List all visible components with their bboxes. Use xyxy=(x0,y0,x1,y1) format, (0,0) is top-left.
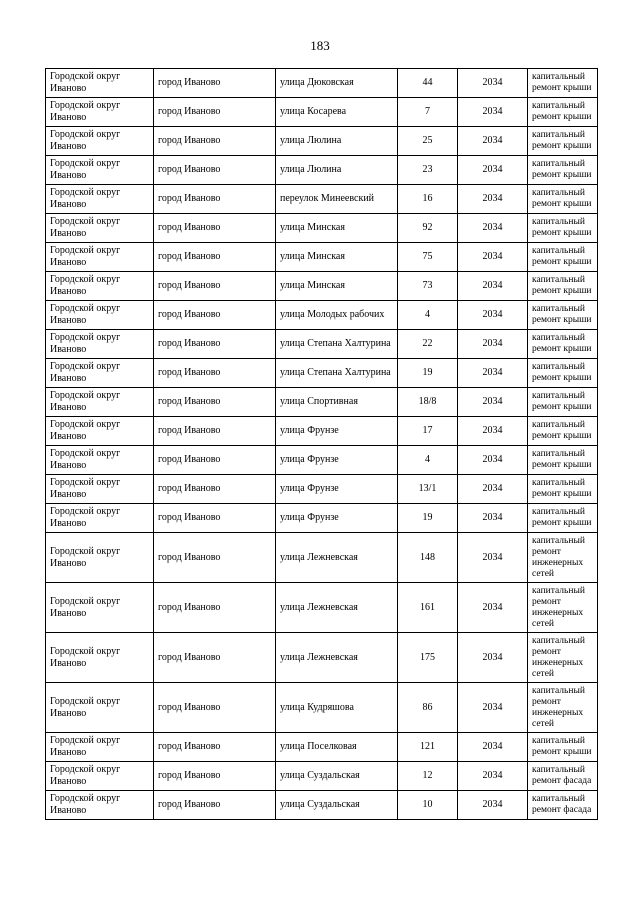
table-row xyxy=(46,583,598,633)
year-cell: 2034 xyxy=(458,475,528,504)
year-cell: 2034 xyxy=(458,683,528,733)
table-row xyxy=(46,762,598,791)
table-row xyxy=(46,446,598,475)
city-cell: город Иваново xyxy=(154,69,276,98)
table-row xyxy=(46,98,598,127)
house-number-cell: 121 xyxy=(398,733,458,762)
street-cell: улица Минская xyxy=(276,214,398,243)
city-cell: город Иваново xyxy=(154,214,276,243)
street-cell: улица Степана Халтурина xyxy=(276,359,398,388)
table-row xyxy=(46,417,598,446)
city-cell: город Иваново xyxy=(154,127,276,156)
municipality-cell: Городской округ Иваново xyxy=(46,69,154,98)
year-cell: 2034 xyxy=(458,127,528,156)
house-number-cell: 12 xyxy=(398,762,458,791)
table-row xyxy=(46,330,598,359)
work-type-cell: капитальный ремонт крыши xyxy=(528,98,598,127)
municipality-cell: Городской округ Иваново xyxy=(46,446,154,475)
municipality-cell: Городской округ Иваново xyxy=(46,301,154,330)
street-cell: улица Фрунзе xyxy=(276,504,398,533)
municipality-cell: Городской округ Иваново xyxy=(46,156,154,185)
municipality-cell: Городской округ Иваново xyxy=(46,683,154,733)
year-cell: 2034 xyxy=(458,504,528,533)
table-row xyxy=(46,243,598,272)
city-cell: город Иваново xyxy=(154,330,276,359)
work-type-cell: капитальный ремонт крыши xyxy=(528,446,598,475)
street-cell: улица Молодых рабочих xyxy=(276,301,398,330)
work-type-cell: капитальный ремонт крыши xyxy=(528,127,598,156)
city-cell: город Иваново xyxy=(154,156,276,185)
table-row xyxy=(46,272,598,301)
table-row xyxy=(46,475,598,504)
work-type-cell: капитальный ремонт крыши xyxy=(528,69,598,98)
house-number-cell: 18/8 xyxy=(398,388,458,417)
house-number-cell: 86 xyxy=(398,683,458,733)
year-cell: 2034 xyxy=(458,98,528,127)
table-row xyxy=(46,69,598,98)
year-cell: 2034 xyxy=(458,762,528,791)
table-row xyxy=(46,127,598,156)
work-type-cell: капитальный ремонт крыши xyxy=(528,359,598,388)
work-type-cell: капитальный ремонт крыши xyxy=(528,156,598,185)
repair-schedule-table xyxy=(45,68,598,820)
house-number-cell: 148 xyxy=(398,533,458,583)
municipality-cell: Городской округ Иваново xyxy=(46,330,154,359)
house-number-cell: 4 xyxy=(398,301,458,330)
street-cell: улица Фрунзе xyxy=(276,446,398,475)
city-cell: город Иваново xyxy=(154,504,276,533)
street-cell: улица Суздальская xyxy=(276,762,398,791)
street-cell: улица Кудряшова xyxy=(276,683,398,733)
municipality-cell: Городской округ Иваново xyxy=(46,791,154,820)
municipality-cell: Городской округ Иваново xyxy=(46,733,154,762)
work-type-cell: капитальный ремонт крыши xyxy=(528,214,598,243)
house-number-cell: 75 xyxy=(398,243,458,272)
street-cell: улица Лежневская xyxy=(276,633,398,683)
year-cell: 2034 xyxy=(458,185,528,214)
table-row xyxy=(46,633,598,683)
street-cell: улица Люлина xyxy=(276,156,398,185)
work-type-cell: капитальный ремонт инженерных сетей xyxy=(528,533,598,583)
year-cell: 2034 xyxy=(458,330,528,359)
house-number-cell: 22 xyxy=(398,330,458,359)
year-cell: 2034 xyxy=(458,272,528,301)
municipality-cell: Городской округ Иваново xyxy=(46,243,154,272)
street-cell: переулок Минеевский xyxy=(276,185,398,214)
municipality-cell: Городской округ Иваново xyxy=(46,272,154,301)
municipality-cell: Городской округ Иваново xyxy=(46,417,154,446)
city-cell: город Иваново xyxy=(154,733,276,762)
table-row xyxy=(46,185,598,214)
work-type-cell: капитальный ремонт крыши xyxy=(528,185,598,214)
table-row xyxy=(46,214,598,243)
city-cell: город Иваново xyxy=(154,633,276,683)
municipality-cell: Городской округ Иваново xyxy=(46,359,154,388)
work-type-cell: капитальный ремонт крыши xyxy=(528,330,598,359)
work-type-cell: капитальный ремонт крыши xyxy=(528,504,598,533)
year-cell: 2034 xyxy=(458,791,528,820)
work-type-cell: капитальный ремонт крыши xyxy=(528,417,598,446)
house-number-cell: 7 xyxy=(398,98,458,127)
table-row xyxy=(46,388,598,417)
year-cell: 2034 xyxy=(458,388,528,417)
year-cell: 2034 xyxy=(458,533,528,583)
municipality-cell: Городской округ Иваново xyxy=(46,98,154,127)
city-cell: город Иваново xyxy=(154,359,276,388)
street-cell: улица Лежневская xyxy=(276,533,398,583)
table-body xyxy=(46,69,598,820)
city-cell: город Иваново xyxy=(154,683,276,733)
house-number-cell: 16 xyxy=(398,185,458,214)
street-cell: улица Спортивная xyxy=(276,388,398,417)
municipality-cell: Городской округ Иваново xyxy=(46,127,154,156)
municipality-cell: Городской округ Иваново xyxy=(46,533,154,583)
house-number-cell: 161 xyxy=(398,583,458,633)
work-type-cell: капитальный ремонт крыши xyxy=(528,388,598,417)
work-type-cell: капитальный ремонт крыши xyxy=(528,243,598,272)
house-number-cell: 44 xyxy=(398,69,458,98)
work-type-cell: капитальный ремонт крыши xyxy=(528,301,598,330)
work-type-cell: капитальный ремонт инженерных сетей xyxy=(528,683,598,733)
municipality-cell: Городской округ Иваново xyxy=(46,475,154,504)
table-row xyxy=(46,733,598,762)
table-row xyxy=(46,359,598,388)
house-number-cell: 19 xyxy=(398,504,458,533)
city-cell: город Иваново xyxy=(154,583,276,633)
work-type-cell: капитальный ремонт фасада xyxy=(528,762,598,791)
city-cell: город Иваново xyxy=(154,243,276,272)
year-cell: 2034 xyxy=(458,733,528,762)
year-cell: 2034 xyxy=(458,583,528,633)
city-cell: город Иваново xyxy=(154,301,276,330)
year-cell: 2034 xyxy=(458,301,528,330)
table-row xyxy=(46,533,598,583)
city-cell: город Иваново xyxy=(154,762,276,791)
house-number-cell: 4 xyxy=(398,446,458,475)
city-cell: город Иваново xyxy=(154,446,276,475)
year-cell: 2034 xyxy=(458,633,528,683)
year-cell: 2034 xyxy=(458,243,528,272)
work-type-cell: капитальный ремонт крыши xyxy=(528,733,598,762)
house-number-cell: 92 xyxy=(398,214,458,243)
year-cell: 2034 xyxy=(458,214,528,243)
municipality-cell: Городской округ Иваново xyxy=(46,633,154,683)
house-number-cell: 10 xyxy=(398,791,458,820)
page-number: 183 xyxy=(310,38,330,53)
house-number-cell: 25 xyxy=(398,127,458,156)
municipality-cell: Городской округ Иваново xyxy=(46,762,154,791)
year-cell: 2034 xyxy=(458,359,528,388)
city-cell: город Иваново xyxy=(154,791,276,820)
city-cell: город Иваново xyxy=(154,388,276,417)
city-cell: город Иваново xyxy=(154,533,276,583)
house-number-cell: 73 xyxy=(398,272,458,301)
street-cell: улица Косарева xyxy=(276,98,398,127)
city-cell: город Иваново xyxy=(154,272,276,301)
year-cell: 2034 xyxy=(458,446,528,475)
house-number-cell: 13/1 xyxy=(398,475,458,504)
municipality-cell: Городской округ Иваново xyxy=(46,504,154,533)
year-cell: 2034 xyxy=(458,417,528,446)
work-type-cell: капитальный ремонт инженерных сетей xyxy=(528,583,598,633)
street-cell: улица Фрунзе xyxy=(276,475,398,504)
city-cell: город Иваново xyxy=(154,475,276,504)
house-number-cell: 19 xyxy=(398,359,458,388)
street-cell: улица Люлина xyxy=(276,127,398,156)
house-number-cell: 23 xyxy=(398,156,458,185)
work-type-cell: капитальный ремонт крыши xyxy=(528,272,598,301)
city-cell: город Иваново xyxy=(154,185,276,214)
work-type-cell: капитальный ремонт инженерных сетей xyxy=(528,633,598,683)
year-cell: 2034 xyxy=(458,156,528,185)
municipality-cell: Городской округ Иваново xyxy=(46,185,154,214)
work-type-cell: капитальный ремонт крыши xyxy=(528,475,598,504)
street-cell: улица Степана Халтурина xyxy=(276,330,398,359)
work-type-cell: капитальный ремонт фасада xyxy=(528,791,598,820)
street-cell: улица Дюковская xyxy=(276,69,398,98)
house-number-cell: 175 xyxy=(398,633,458,683)
city-cell: город Иваново xyxy=(154,98,276,127)
street-cell: улица Поселковая xyxy=(276,733,398,762)
street-cell: улица Лежневская xyxy=(276,583,398,633)
municipality-cell: Городской округ Иваново xyxy=(46,214,154,243)
street-cell: улица Минская xyxy=(276,243,398,272)
house-number-cell: 17 xyxy=(398,417,458,446)
street-cell: улица Фрунзе xyxy=(276,417,398,446)
table-row xyxy=(46,156,598,185)
street-cell: улица Минская xyxy=(276,272,398,301)
table-row xyxy=(46,683,598,733)
municipality-cell: Городской округ Иваново xyxy=(46,583,154,633)
table-row xyxy=(46,504,598,533)
city-cell: город Иваново xyxy=(154,417,276,446)
table-row xyxy=(46,301,598,330)
year-cell: 2034 xyxy=(458,69,528,98)
municipality-cell: Городской округ Иваново xyxy=(46,388,154,417)
table-row xyxy=(46,791,598,820)
street-cell: улица Суздальская xyxy=(276,791,398,820)
